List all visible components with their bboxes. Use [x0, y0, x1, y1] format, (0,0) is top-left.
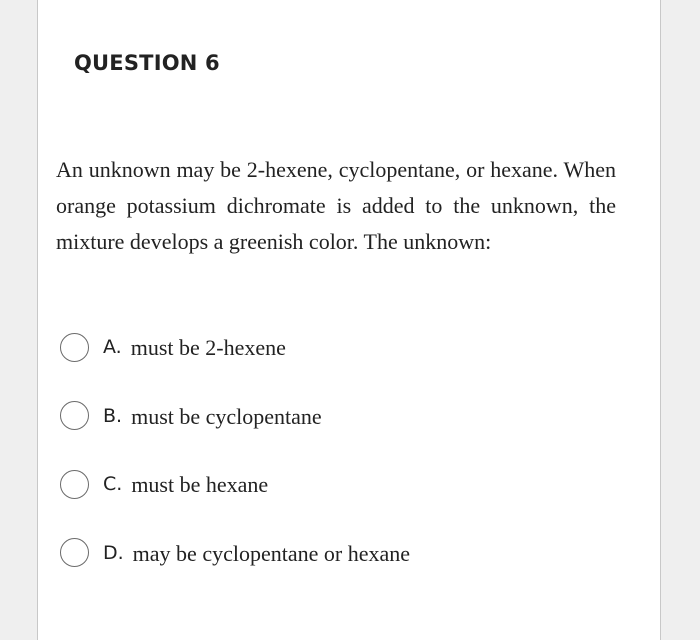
radio-button-c[interactable] [60, 470, 89, 499]
option-text[interactable]: must be 2-hexene [130, 335, 286, 360]
option-letter: D. [103, 541, 124, 564]
option-letter: B. [103, 404, 123, 427]
radio-button-b[interactable] [60, 401, 89, 430]
option-letter: A. [103, 336, 122, 358]
option-a[interactable] [60, 324, 410, 370]
option-text[interactable]: must be cyclopentane [131, 403, 322, 429]
answer-options [60, 324, 410, 598]
option-letter: C. [103, 473, 123, 495]
radio-button-a[interactable] [60, 333, 89, 362]
option-text[interactable]: must be hexane [131, 472, 269, 497]
option-text[interactable]: may be cyclopentane or hexane [132, 540, 410, 566]
option-d[interactable] [60, 530, 410, 576]
question-title: QUESTION 6 [74, 51, 220, 75]
option-c[interactable] [60, 461, 410, 507]
question-card [37, 0, 661, 640]
radio-button-d[interactable] [60, 538, 89, 567]
question-text: An unknown may be 2-hexene, cyclopentane, or hexane. When orange potassium dichromate is added to the unknown, the mixture develops a greenish color. The unknown: [56, 157, 616, 254]
option-b[interactable] [60, 393, 410, 439]
